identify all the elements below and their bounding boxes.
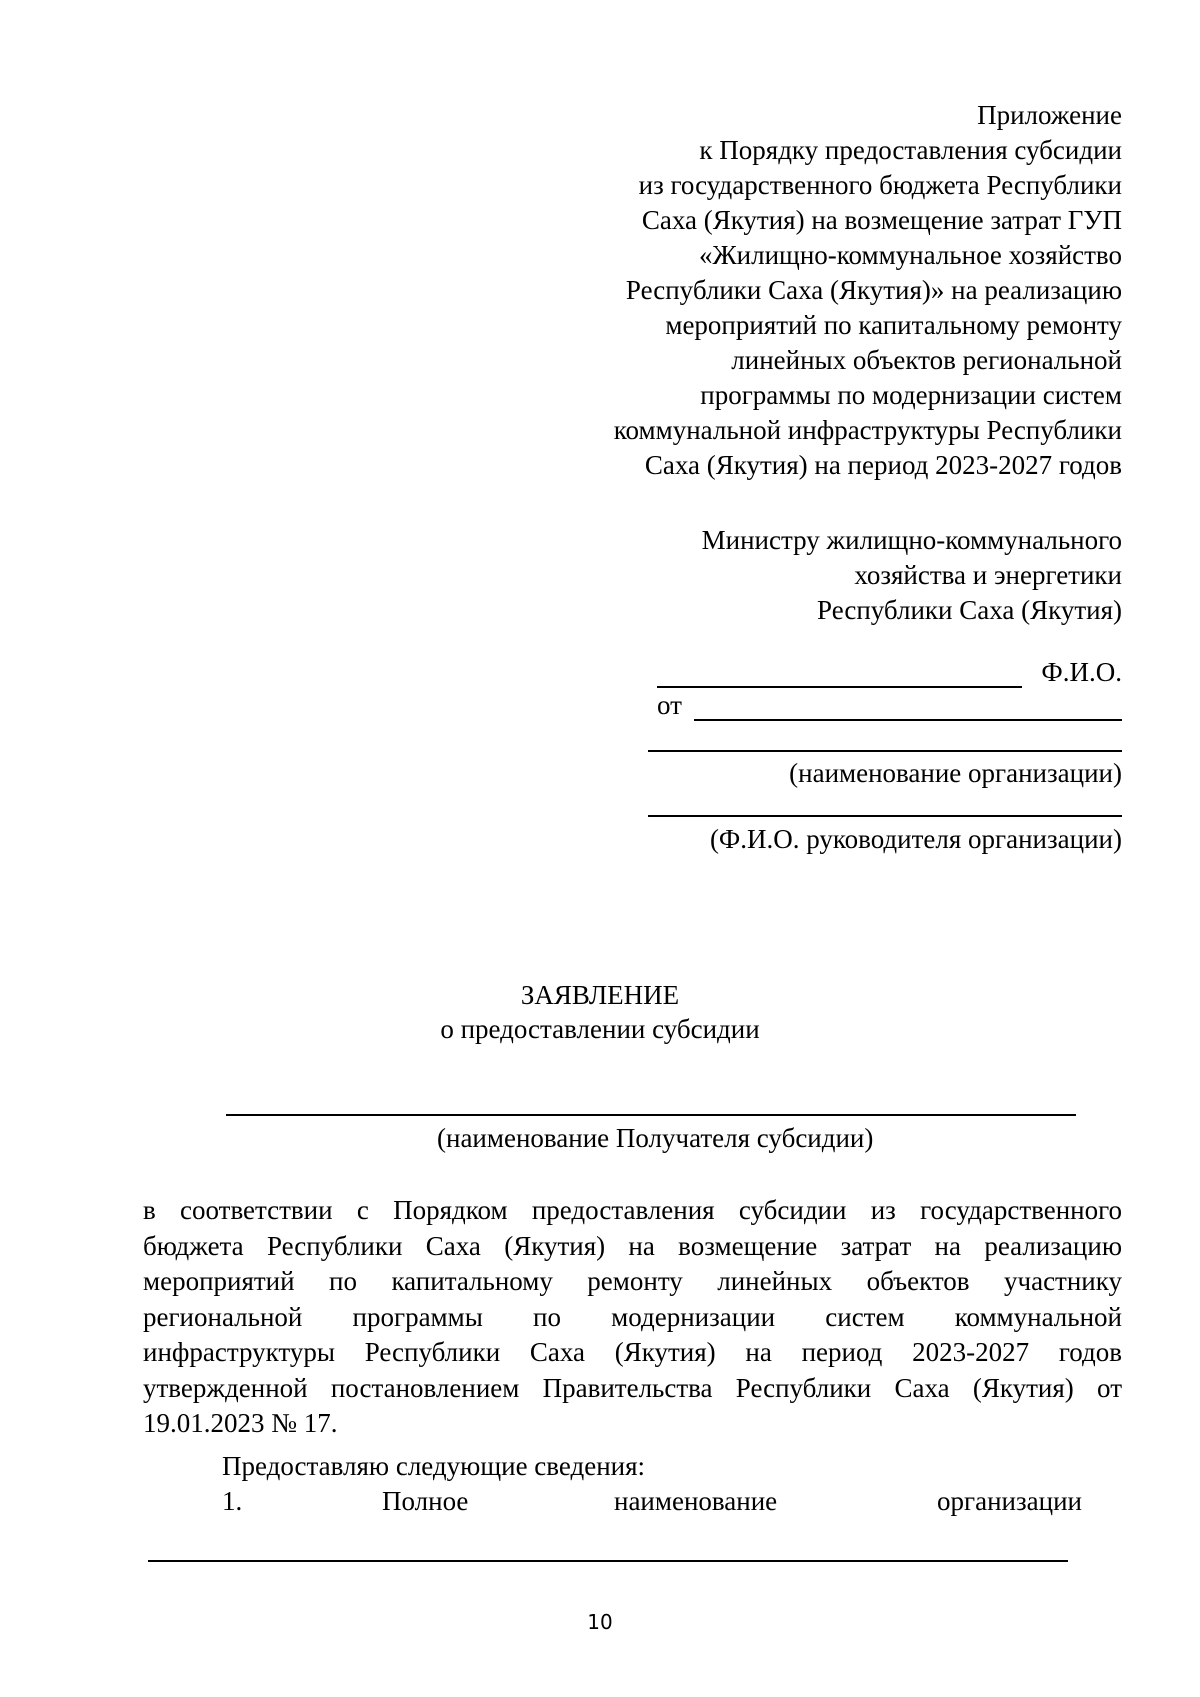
recipient-name-blank-line [226,1114,1076,1116]
addressee-line: Республики Саха (Якутия) [817,595,1122,625]
fio-label: Ф.И.О. [1041,657,1122,687]
appendix-line: из государственного бюджета Республики [638,170,1122,200]
appendix-header [520,98,1122,483]
list-item [222,1484,1082,1520]
body-line: в соответствии с Порядком предоставления субсидии из государственного [143,1195,1122,1225]
from-field [657,688,1122,724]
statement-subheading: о предоставлении субсидии [440,1014,760,1044]
body-line: 19.01.2023 № 17. [143,1408,338,1438]
recipient-name-caption: (наименование Получателя субсидии) [437,1123,874,1153]
body-line: утвержденной постановлением Правительства Республики Саха (Якутия) от [143,1372,1122,1403]
appendix-line: коммунальной инфраструктуры Республики [613,415,1122,445]
addressee-line: Министру жилищно-коммунального [701,525,1122,555]
appendix-line: к Порядку предоставления субсидии [699,135,1122,165]
item-word: организации [937,1486,1082,1516]
appendix-line: программы по модернизации систем [700,380,1122,410]
head-fio-caption: (Ф.И.О. руководителя организации) [709,824,1122,854]
from-label: от [657,690,682,720]
organization-name-blank-line [648,750,1122,752]
appendix-line: Республики Саха (Якутия)» на реализацию [625,275,1122,305]
page-number: 10 [587,1610,613,1634]
appendix-line: Саха (Якутия) на возмещение затрат ГУП [641,205,1122,235]
statement-title [0,978,1200,1046]
body-line: инфраструктуры Республики Саха (Якутия) на период 2023-2027 годов [143,1337,1122,1367]
statement-heading: ЗАЯВЛЕНИЕ [520,980,680,1010]
appendix-line: мероприятий по капитальному ремонту [665,310,1122,340]
provide-info-text: Предоставляю следующие сведения: [222,1451,646,1481]
minister-fio-field [657,655,1122,691]
addressee-block [600,523,1122,628]
body-line: бюджета Республики Саха (Якутия) на возмещение затрат на реализацию [143,1230,1122,1261]
body-line: мероприятий по капитальному ремонту линейных объектов участнику [143,1266,1122,1296]
addressee-line: хозяйства и энергетики [854,560,1122,590]
head-fio-blank-line [648,815,1122,817]
organization-name-caption: (наименование организации) [789,758,1122,788]
body-line: региональной программы по модернизации систем коммунальной [143,1301,1122,1332]
body-paragraph [143,1193,1122,1442]
appendix-line: Саха (Якутия) на период 2023-2027 годов [644,450,1122,480]
appendix-line: «Жилищно-коммунальное хозяйство [698,240,1122,270]
organization-full-name-blank-line [148,1560,1068,1562]
from-blank-line [694,719,1122,721]
item-word: Полное [382,1486,469,1516]
appendix-line: Приложение [977,100,1122,130]
item-word: наименование [614,1486,778,1516]
appendix-line: линейных объектов региональной [731,345,1122,375]
item-number: 1. [222,1486,243,1516]
